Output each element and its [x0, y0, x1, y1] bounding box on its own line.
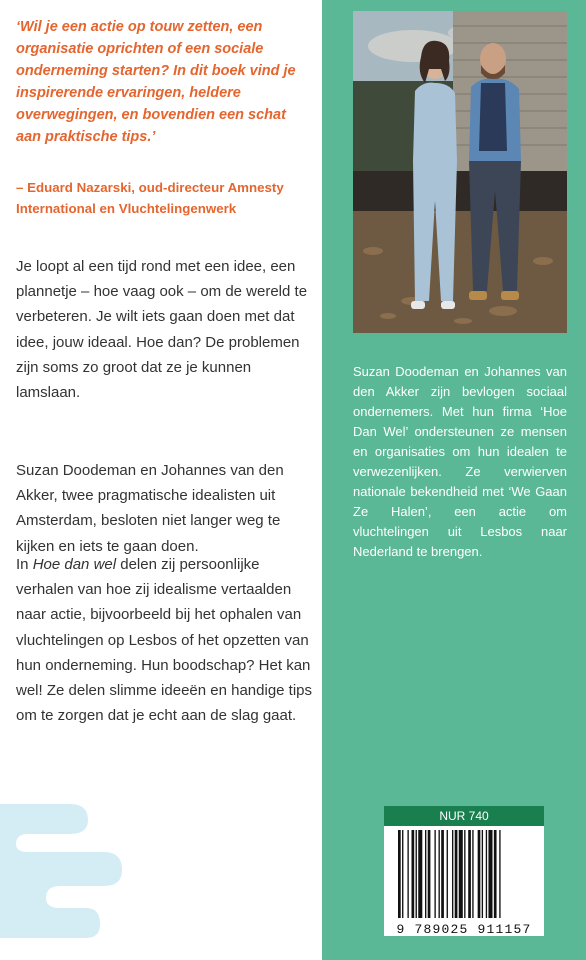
author-photo: [353, 11, 567, 333]
barcode-bar: [478, 830, 481, 918]
paragraph-3-intro: In: [16, 556, 33, 573]
book-title-italic: Hoe dan wel: [32, 556, 117, 573]
barcode-bar: [441, 830, 444, 918]
barcode-bar: [455, 830, 458, 918]
barcode-bar: [447, 830, 448, 918]
author-bio: Suzan Doodeman en Johannes van den Akker zijn bevlogen sociaal ondernemers. Met hun firma ‘Hoe Dan Wel’ ondersteunen ze mensen en organisaties om hun idealen te verwezenlijken. Ze verwierven nationale bekendheid met ‘We Gaan Ze Halen’, een actie om vluchtelingen uit Lesbos naar Nederland te brengen.: [353, 364, 567, 559]
barcode-bar: [459, 830, 463, 918]
barcode-bar: [499, 830, 500, 918]
barcode-bar: [434, 830, 435, 918]
barcode-bar: [416, 830, 417, 918]
isbn-barcode: [384, 826, 544, 936]
quote-attribution: – Eduard Nazarski, oud-directeur Amnesty International en Vluchtelingenwerk: [16, 180, 284, 216]
barcode-bars: [384, 826, 544, 922]
blurb-paragraph-3: [16, 552, 312, 728]
barcode-bar: [439, 830, 440, 918]
paragraph-3-rest: delen zij persoonlijke verhalen van hoe zij idealisme vertaalden naar actie, bijvoorbeeld bij het ophalen van vluchtelingen op Lesbos of het opzetten van hun onderneming. Hun boodschap? Het kan wel! Ze delen slimme ideeën en handige tips om te zorgen dat je echt aan de slag gaat.: [16, 556, 313, 725]
barcode-bar: [398, 830, 401, 918]
blurb-paragraph-1: Je loopt al een tijd rond met een idee, een plannetje – hoe vaag ook – om de wereld te verbeteren. Je wilt iets gaan doen met dat idee, jouw ideaal. Hoe dan? De problemen zijn soms zo groot dat ze je kunnen lamslaan.: [16, 258, 308, 402]
barcode-bar: [468, 830, 471, 918]
barcode-bar: [428, 830, 431, 918]
barcode-bar: [402, 830, 403, 918]
cloud-decoration: [0, 796, 130, 960]
barcode-bar: [472, 830, 473, 918]
blurb-paragraph-2: Suzan Doodeman en Johannes van den Akker, twee pragmatische idealisten uit Amsterdam, besloten niet langer weg te kijken en iets te gaan doen.: [16, 462, 284, 555]
barcode-bar: [412, 830, 415, 918]
barcode-bar: [425, 830, 426, 918]
barcode-bar: [494, 830, 497, 918]
nur-code-label: NUR 740: [384, 806, 544, 826]
isbn-number: 9 789025 911157: [396, 922, 532, 937]
barcode-bar: [407, 830, 408, 918]
barcode-bar: [488, 830, 492, 918]
barcode-bar: [486, 830, 487, 918]
barcode-bar: [452, 830, 453, 918]
endorsement-quote: ‘Wil je een actie op touw zetten, een organisatie oprichten of een sociale onderneming starten? In dit boek vind je inspirerende ervaringen, heldere overwegingen, en bovendien een schat aan praktische tips.’: [16, 19, 296, 145]
barcode-bar: [482, 830, 483, 918]
barcode-bar: [418, 830, 422, 918]
barcode-bar: [464, 830, 465, 918]
